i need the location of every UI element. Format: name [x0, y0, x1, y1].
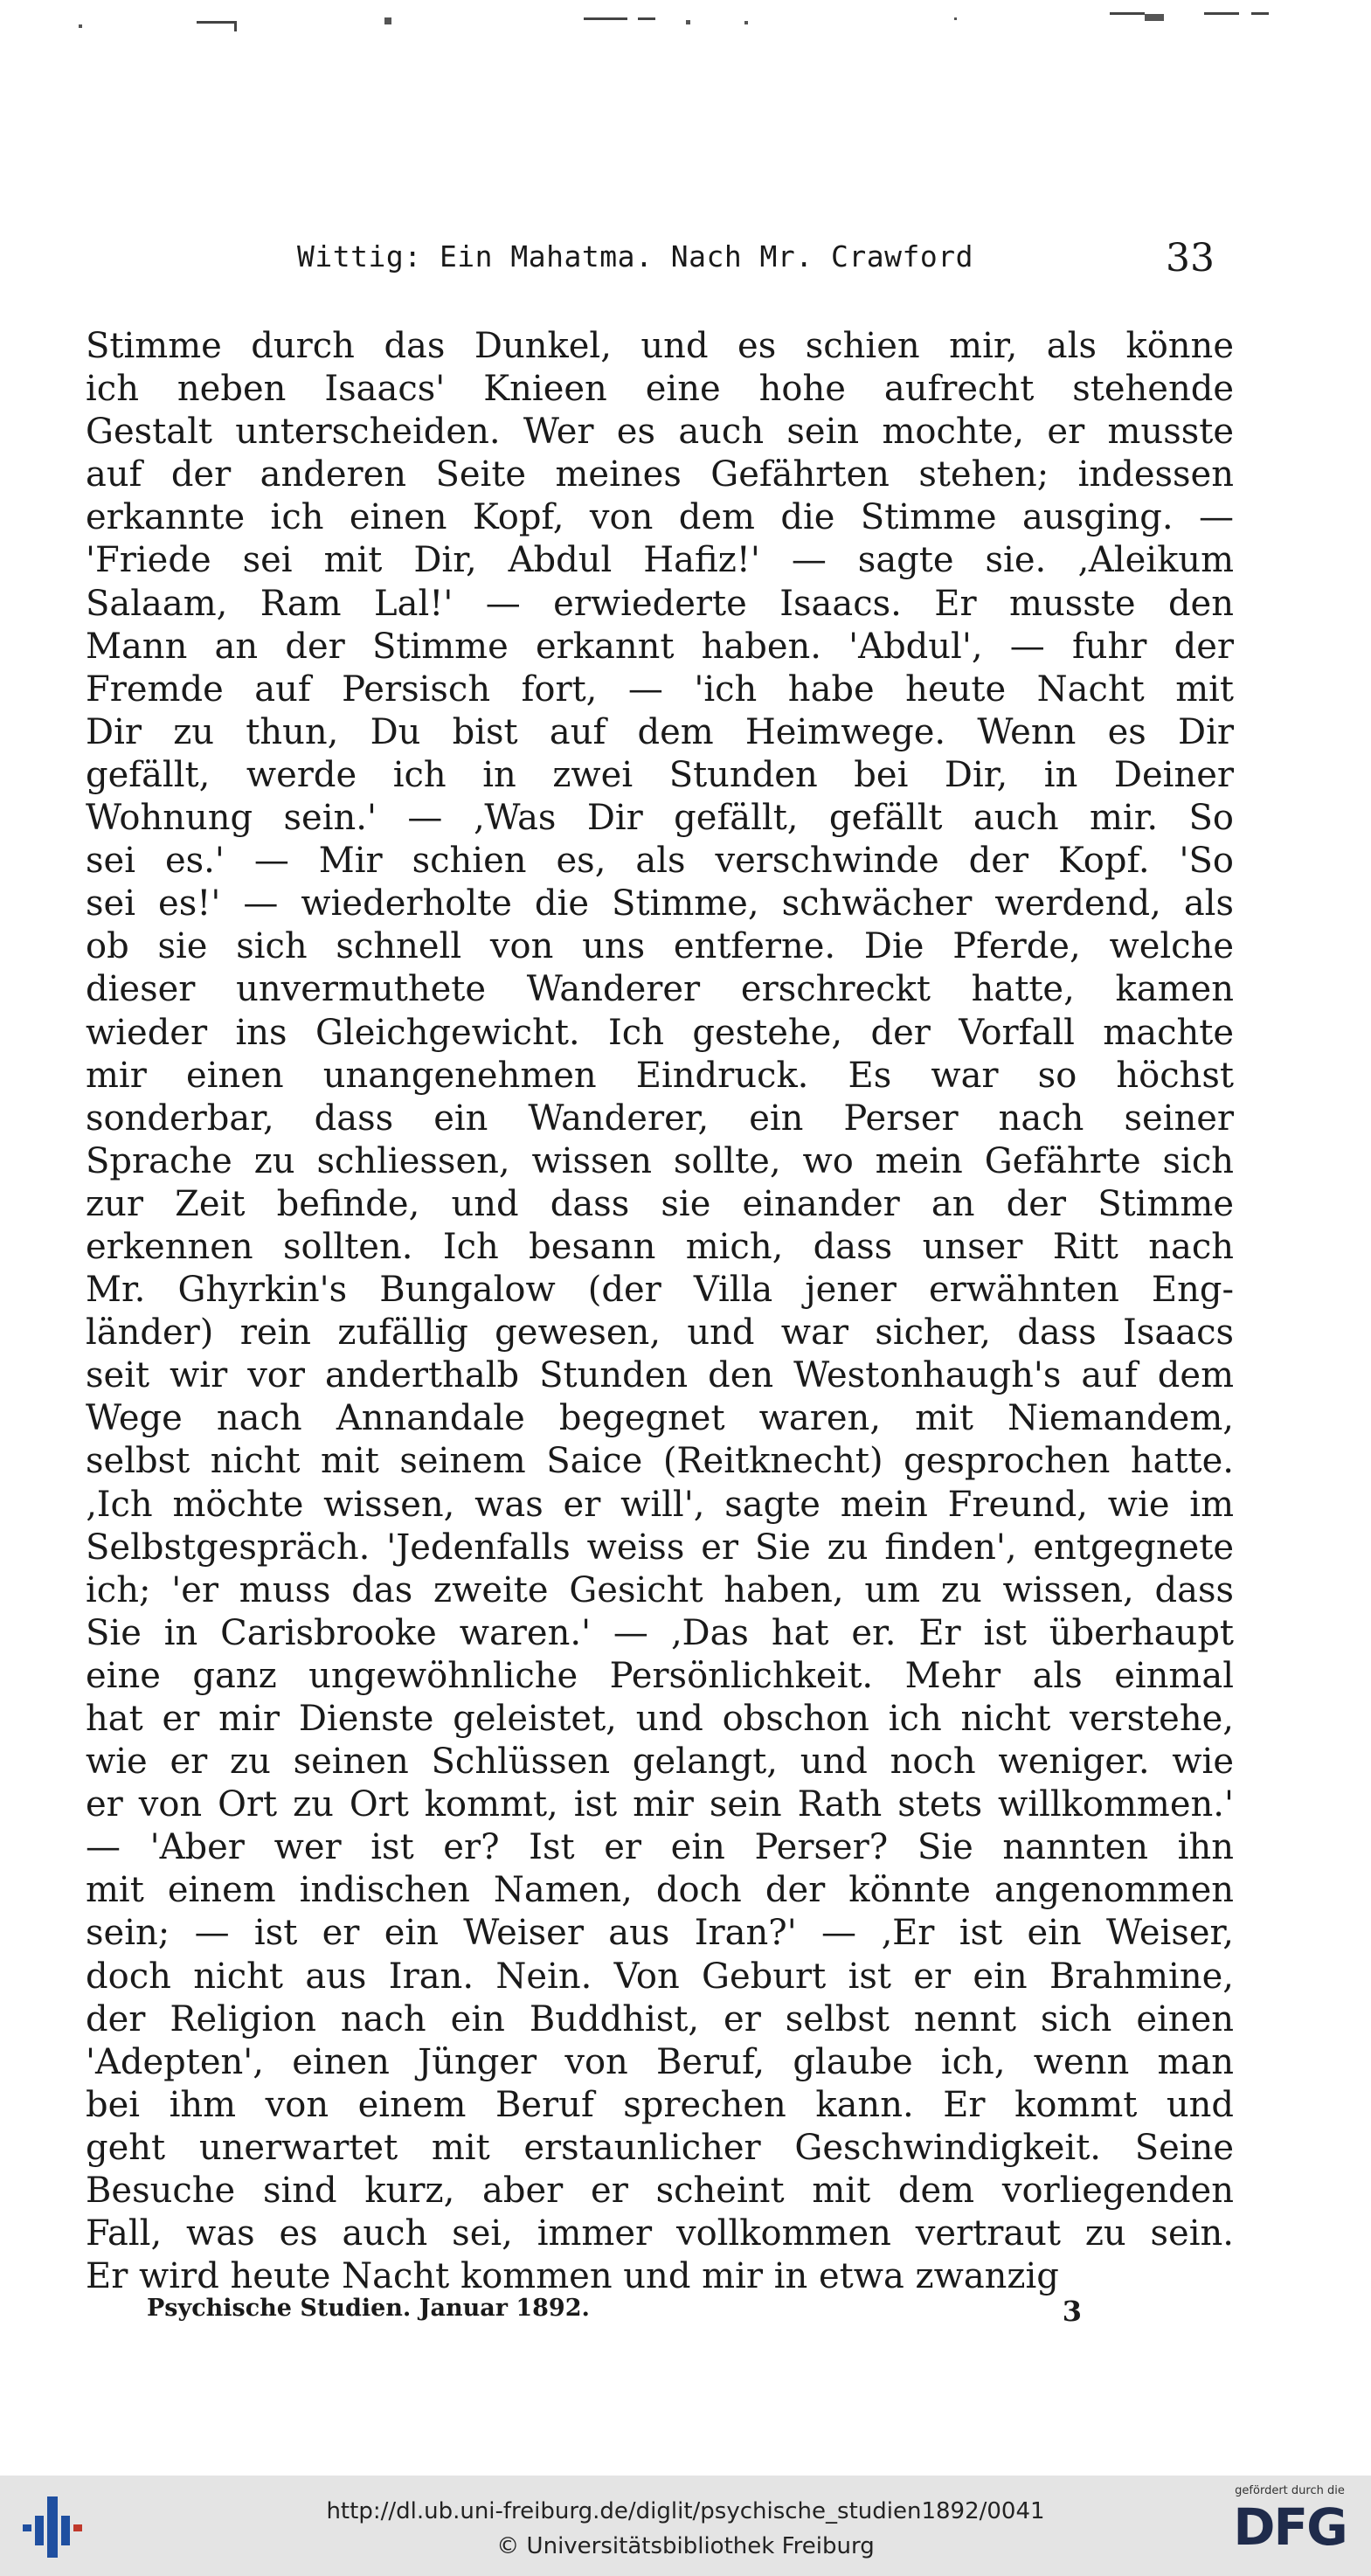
text-line: sonderbar, dass ein Wanderer, ein Perser nach seiner — [86, 1098, 1234, 1139]
page-number: 33 — [1166, 236, 1215, 280]
dfg-logo — [1224, 2484, 1355, 2572]
text-line: Mr. Ghyrkin's Bungalow (der Villa jener erwähnten Eng- — [86, 1270, 1234, 1311]
text-line: Besuche sind kurz, aber er scheint mit dem vorliegenden — [86, 2171, 1234, 2212]
text-line: Stimme durch das Dunkel, und es schien mir, als könne — [86, 326, 1234, 366]
text-line: Sprache zu schliessen, wissen sollte, wo mein Gefährte sich — [86, 1140, 1234, 1181]
text-line: 'Adepten', einen Jünger von Beruf, glaube ich, wenn man — [86, 2041, 1234, 2082]
copyright-notice: © Universitätsbibliothek Freiburg — [496, 2533, 875, 2559]
text-line: ob sie sich schnell von uns entferne. Die Pferde, welche — [86, 926, 1234, 967]
text-line: selbst nicht mit seinem Saice (Reitknecht) gesprochen hatte. — [86, 1441, 1234, 1482]
text-line: 'Friede sei mit Dir, Abdul Hafiz!' — sagte sie. ‚Aleikum — [86, 540, 1234, 581]
text-line: Fremde auf Persisch fort, — 'ich habe heute Nacht mit — [86, 668, 1234, 710]
text-line: länder) rein zufällig gewesen, und war sicher, dass Isaacs — [86, 1312, 1234, 1354]
text-line: zur Zeit befinde, und dass sie einander an der Stimme — [86, 1183, 1234, 1224]
text-line: ich neben Isaacs' Knieen eine hohe aufrecht stehende — [86, 369, 1234, 410]
journal-signature-line: Psychische Studien. Januar 1892. — [147, 2295, 590, 2322]
text-line: Wege nach Annandale begegnet waren, mit Niemandem, — [86, 1398, 1234, 1439]
text-line: seit wir vor anderthalb Stunden den Westonhaugh's auf dem — [86, 1355, 1234, 1396]
text-line: Dir zu thun, Du bist auf dem Heimwege. Wenn es Dir — [86, 711, 1234, 752]
text-line: sei es.' — Mir schien es, als verschwinde der Kopf. 'So — [86, 841, 1234, 882]
text-line: erkennen sollten. Ich besann mich, dass unser Ritt nach — [86, 1226, 1234, 1267]
sheet-signature: 3 — [1062, 2295, 1082, 2328]
text-line: Sie in Carisbrooke waren.' — ‚Das hat er. Er ist überhaupt — [86, 1612, 1234, 1653]
text-line: geht unerwartet mit erstaunlicher Geschwindigkeit. Seine — [86, 2127, 1234, 2168]
text-line: Er wird heute Nacht kommen und mir in etwa zwanzig — [86, 2256, 1059, 2297]
text-line: Fall, was es auch sei, immer vollkommen vertraut zu sein. — [86, 2213, 1234, 2254]
text-line: bei ihm von einem Beruf sprechen kann. Er kommt und — [86, 2084, 1234, 2125]
dfg-logo-text: DFG — [1233, 2497, 1347, 2557]
text-line: hat er mir Dienste geleistet, und obschon ich nicht verstehe, — [86, 1699, 1234, 1739]
text-line: ich; 'er muss das zweite Gesicht haben, um zu wissen, dass — [86, 1569, 1234, 1610]
text-line: Selbstgespräch. 'Jedenfalls weiss er Sie zu finden', entgegnete — [86, 1527, 1234, 1568]
text-line: gefällt, werde ich in zwei Stunden bei Dir, in Deiner — [86, 754, 1234, 795]
document-url-link[interactable]: http://dl.ub.uni-freiburg.de/diglit/psychische_studien1892/0041 — [326, 2498, 1045, 2524]
text-line: wie er zu seinen Schlüssen gelangt, und noch weniger. wie — [86, 1742, 1234, 1783]
text-line: mit einem indischen Namen, doch der könnte angenommen — [86, 1870, 1234, 1911]
text-line: doch nicht aus Iran. Nein. Von Geburt ist er ein Brahmine, — [86, 1956, 1234, 1997]
text-line: dieser unvermuthete Wanderer erschreckt hatte, kamen — [86, 969, 1234, 1010]
text-line: der Religion nach ein Buddhist, er selbst nennt sich einen — [86, 1998, 1234, 2039]
text-line: — 'Aber wer ist er? Ist er ein Perser? Sie nannten ihn — [86, 1827, 1234, 1868]
text-line: ‚Ich möchte wissen, was er will', sagte mein Freund, wie im — [86, 1484, 1234, 1525]
text-line: erkannte ich einen Kopf, von dem die Stimme ausging. — — [86, 497, 1234, 538]
running-head — [87, 236, 1215, 288]
body-text — [86, 325, 1234, 2298]
text-line: mir einen unangenehmen Eindruck. Es war so höchst — [86, 1055, 1234, 1096]
dfg-caption: gefördert durch die — [1235, 2484, 1345, 2497]
text-line: Salaam, Ram Lal!' — erwiederte Isaacs. Er musste den — [86, 583, 1234, 624]
text-line: er von Ort zu Ort kommt, ist mir sein Rath stets willkommen.' — [86, 1784, 1234, 1825]
text-line: Mann an der Stimme erkannt haben. 'Abdul', — fuhr der — [86, 626, 1234, 667]
library-footer-bar — [0, 2476, 1371, 2576]
text-line: auf der anderen Seite meines Gefährten stehen; indessen — [86, 454, 1234, 495]
text-line: Wohnung sein.' — ‚Was Dir gefällt, gefällt auch mir. So — [86, 798, 1234, 839]
text-line: wieder ins Gleichgewicht. Ich gestehe, der Vorfall machte — [86, 1012, 1234, 1053]
journal-footer — [147, 2295, 1082, 2330]
text-line: sei es!' — wiederholte die Stimme, schwächer werdend, als — [86, 883, 1234, 924]
text-line: Gestalt unterscheiden. Wer es auch sein mochte, er musste — [86, 412, 1234, 453]
text-line: eine ganz ungewöhnliche Persönlichkeit. Mehr als einmal — [86, 1655, 1234, 1696]
scan-edge-marks — [0, 7, 1371, 33]
running-head-title: Wittig: Ein Mahatma. Nach Mr. Crawford — [297, 239, 973, 274]
text-line: sein; — ist er ein Weiser aus Iran?' — ‚Er ist ein Weiser, — [86, 1913, 1234, 1954]
